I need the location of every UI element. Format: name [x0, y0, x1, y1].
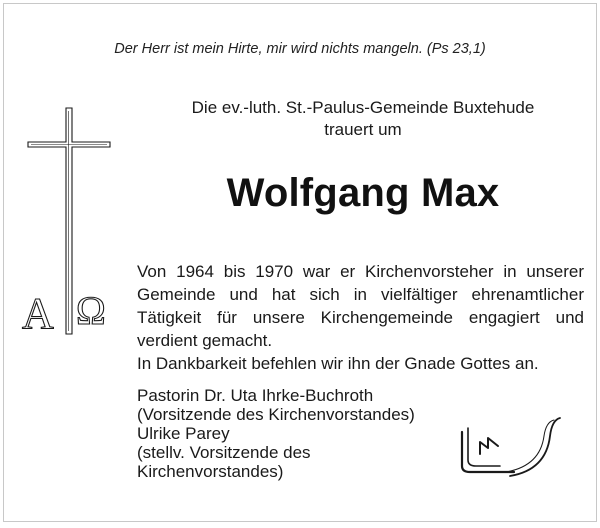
cross-alpha-omega-icon [18, 106, 122, 338]
obituary-notice [3, 3, 597, 522]
commendation-line: In Dankbarkeit befehlen wir ihn der Gnade Gottes an. [137, 354, 539, 373]
deceased-name: Wolfgang Max [226, 171, 500, 215]
alpha-letter: A [22, 289, 54, 338]
tribute-paragraph: Von 1964 bis 1970 war er Kirchenvorsteher in unserer Gemeinde und hat sich in vielfältiger ehrenamtlicher Tätigkeit für unsere Kirchengemeinde engagiert und verdient gemacht. [137, 262, 584, 350]
church-logo-icon [454, 414, 566, 484]
mourns-line: trauert um [324, 120, 402, 139]
signatory-name: Ulrike Parey [137, 424, 230, 443]
signatory-name: Pastorin Dr. Uta Ihrke-Buchroth [137, 386, 374, 405]
bible-verse: Der Herr ist mein Hirte, mir wird nichts mangeln. (Ps 23,1) [114, 41, 486, 57]
signatory-role: (Vorsitzende des Kirchenvorstandes) [137, 405, 415, 424]
congregation-line: Die ev.-luth. St.-Paulus-Gemeinde Buxtehude [191, 98, 535, 117]
signatory-role: (stellv. Vorsitzende des [137, 443, 311, 462]
signatory-role: Kirchenvorstandes) [137, 462, 284, 481]
signatories [137, 386, 457, 481]
omega-letter: Ω [76, 288, 106, 333]
announcement [136, 97, 590, 141]
